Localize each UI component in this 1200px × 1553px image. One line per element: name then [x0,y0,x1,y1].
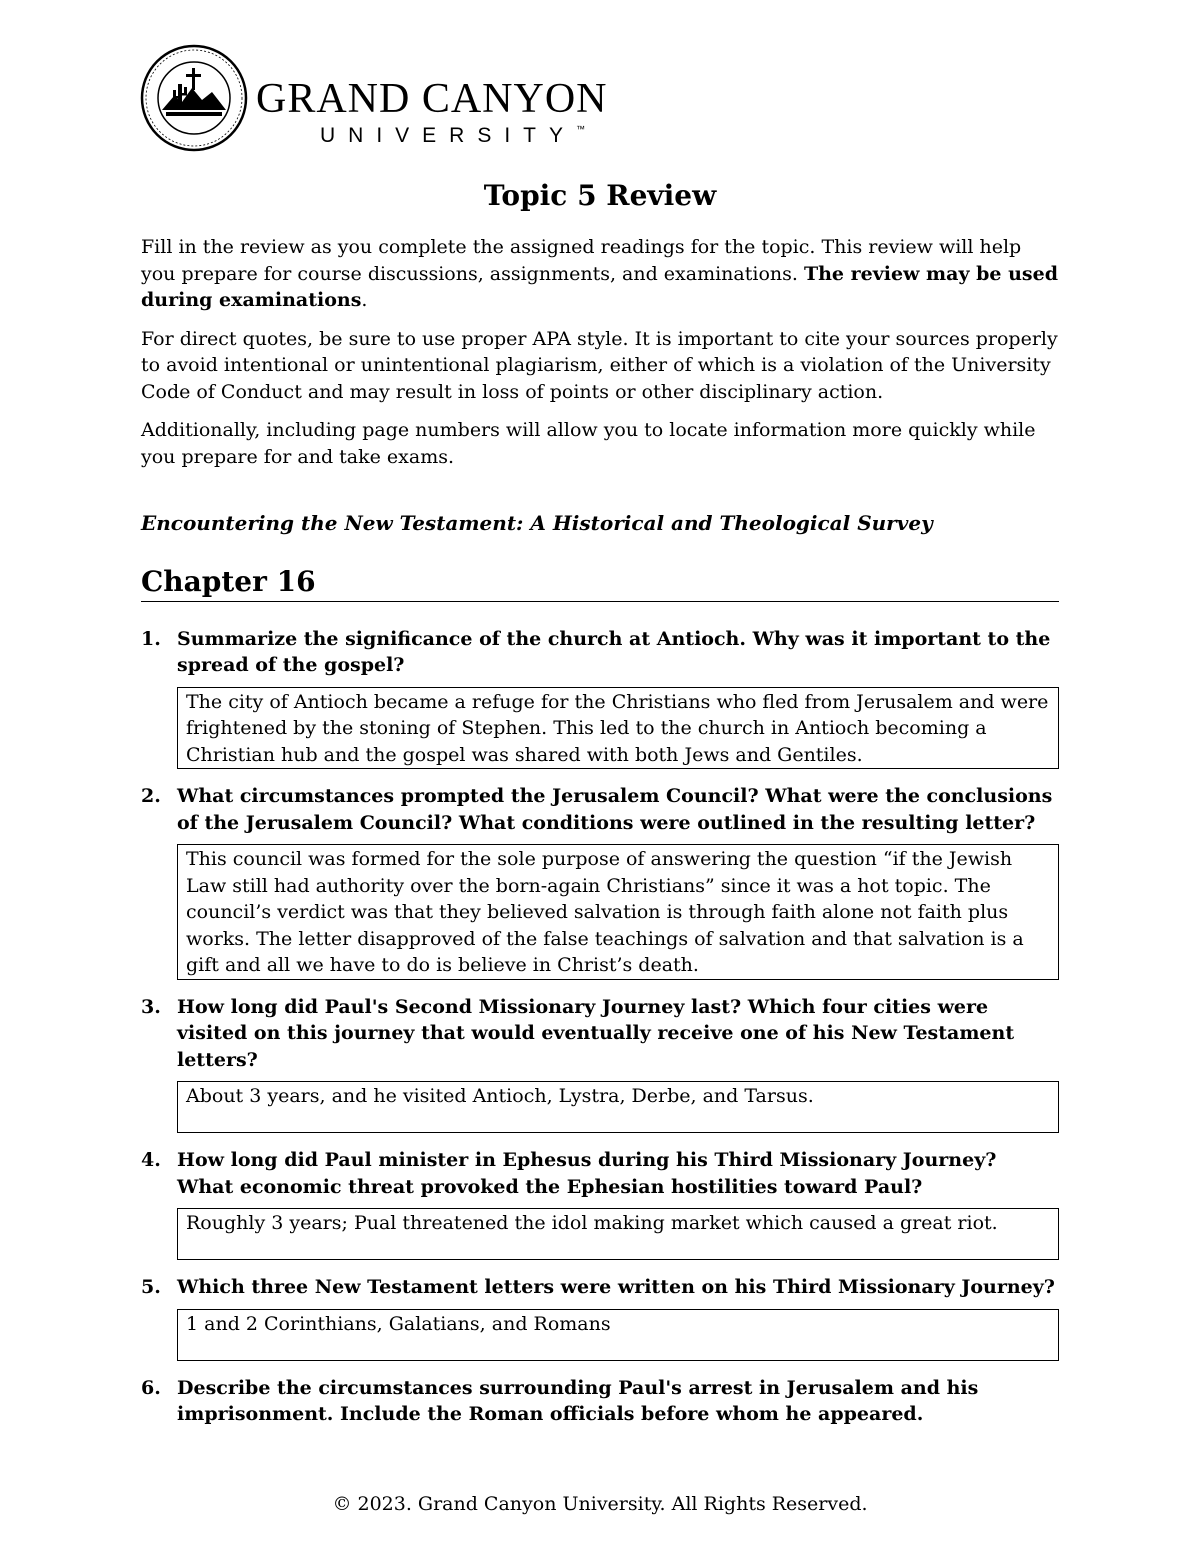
copyright-footer: © 2023. Grand Canyon University. All Rights Reserved. [332,1493,868,1515]
question-number: 4. [141,1149,161,1171]
question-text: How long did Paul minister in Ephesus during his Third Missionary Journey? What economic threat provoked the Ephesian hostilities toward Paul? [177,1149,997,1198]
university-wordmark [256,78,620,148]
answer-box[interactable]: This council was formed for the sole purpose of answering the question “if the Jewish Law still had authority over the born-again Christians” since it was a hot topic. The council’s verdict was that they believed salvation is through faith alone not faith plus works. The letter disapproved of the false teachings of salvation and that salvation is a gift and all we have to do is believe in Christ’s death. [177,844,1059,980]
intro-1-text: Fill in the review as you complete the assigned readings for the topic. This review will help you prepare for course discussions, assignments, and examinations. [141,236,1022,285]
page-title: Topic 5 Review [483,179,717,212]
document-body [141,178,1059,1428]
answer-box[interactable]: About 3 years, and he visited Antioch, Lystra, Derbe, and Tarsus. [177,1081,1059,1133]
question-text: How long did Paul's Second Missionary Journey last? Which four cities were visited on this journey that would eventually receive one of his New Testament letters? [177,995,1015,1071]
university-subtitle-text: UNIVERSITY [320,124,577,147]
answer-box[interactable]: 1 and 2 Corinthians, Galatians, and Romans [177,1309,1059,1361]
question-text: Summarize the significance of the church at Antioch. Why was it important to the spread of the gospel? [177,627,1051,676]
question-item [141,1375,1059,1428]
question-item [141,994,1059,1074]
chapter-heading: Chapter 16 [141,565,1059,602]
university-seal-icon [140,44,248,152]
question-text: What circumstances prompted the Jerusalem Council? What were the conclusions of the Jerusalem Council? What conditions were outlined in the resulting letter? [177,785,1053,834]
question-item [141,1147,1059,1200]
question-item [141,626,1059,679]
intro-paragraph-1 [141,234,1059,314]
trademark-symbol: ™ [576,124,586,134]
question-item [141,783,1059,836]
question-text: Describe the circumstances surrounding Paul's arrest in Jerusalem and his imprisonment. Include the Roman officials before whom he appeared. [177,1376,979,1425]
university-logo [140,44,620,160]
question-text: Which three New Testament letters were written on his Third Missionary Journey? [177,1276,1055,1298]
question-number: 5. [141,1276,161,1298]
university-subtitle [320,124,620,148]
question-number: 3. [141,995,161,1018]
question-item [141,1274,1059,1301]
question-number: 2. [141,785,161,807]
intro-1-end: . [361,289,368,311]
answer-box[interactable]: Roughly 3 years; Pual threatened the idol making market which caused a great riot. [177,1208,1059,1260]
university-name: GRAND CANYON [256,76,608,122]
intro-paragraph-2: For direct quotes, be sure to use proper APA style. It is important to cite your sources properly to avoid intentional or unintentional plagiarism, either of which is a violation of the University Code of Conduct and may result in loss of points or other disciplinary action. [141,327,1058,403]
answer-box[interactable]: The city of Antioch became a refuge for the Christians who fled from Jerusalem and were frightened by the stoning of Stephen. This led to the church in Antioch becoming a Christian hub and the gospel was shared with both Jews and Gentiles. [177,687,1059,770]
question-list [141,626,1059,1428]
question-number: 1. [141,627,161,650]
book-title: Encountering the New Testament: A Historical and Theological Survey [141,511,933,535]
question-number: 6. [141,1376,161,1399]
intro-1-bold: The review may be used during examinations [141,262,1058,311]
intro-paragraph-3: Additionally, including page numbers will allow you to locate information more quickly while you prepare for and take exams. [141,419,1036,468]
